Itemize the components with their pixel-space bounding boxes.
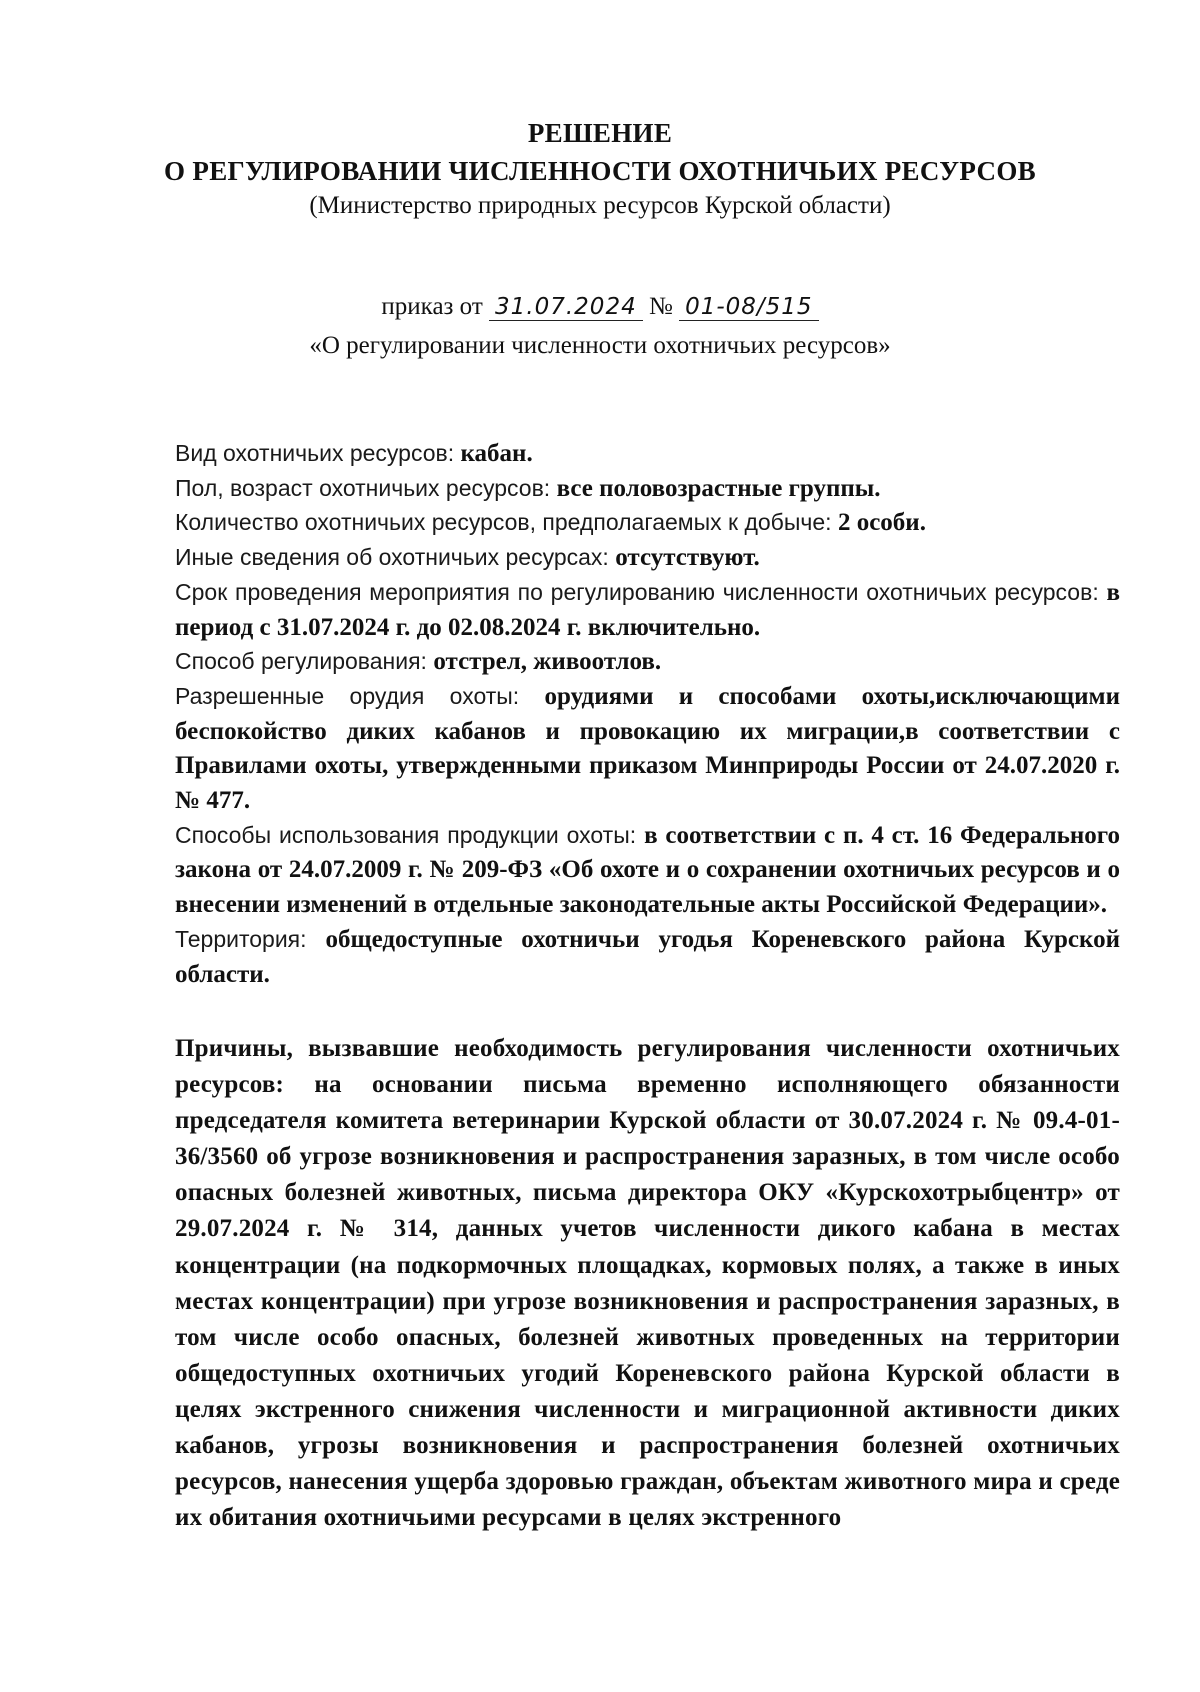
field-territory: Территория: общедоступные охотничьи угодья Кореневского района Курской области. bbox=[175, 925, 1120, 988]
field-quantity: Количество охотничьих ресурсов, предполагаемых к добыче: 2 особи. bbox=[175, 509, 926, 537]
field-method: Способ регулирования: отстрел, живоотлов. bbox=[175, 648, 662, 676]
field-tools: Разрешенные орудия охоты: орудиями и способами охоты,исключающими беспокойство диких кабанов и провокацию их миграции,в соответствии с Правилами охоты, утвержденными приказом Минприроды России от 24.07.2020 г. № 477. bbox=[175, 682, 1120, 815]
order-number-handwritten: 01-08/515 bbox=[679, 294, 818, 321]
order-date-handwritten: 31.07.2024 bbox=[489, 294, 643, 321]
decision-fields bbox=[175, 437, 1120, 992]
field-resource-type: Вид охотничьих ресурсов: кабан. bbox=[175, 440, 533, 467]
order-prefix: приказ от bbox=[381, 293, 483, 320]
order-reference bbox=[0, 293, 1200, 321]
order-number-sign: № bbox=[648, 293, 673, 320]
field-product-use: Способы использования продукции охоты: в соответствии с п. 4 ст. 16 Федерального закона от 24.07.2009 г. № 209-ФЗ «Об охоте и о сохранении охотничьих ресурсов и о внесении изменений в отдельные законодательные акты Российской Федерации». bbox=[175, 821, 1120, 919]
field-other-info: Иные сведения об охотничьих ресурсах: отсутствуют. bbox=[175, 544, 760, 572]
issuing-authority: (Министерство природных ресурсов Курской области) bbox=[309, 192, 891, 219]
field-sex-age: Пол, возраст охотничьих ресурсов: все половозрастные группы. bbox=[175, 474, 881, 502]
field-period: Срок проведения мероприятия по регулированию численности охотничьих ресурсов: в период с 31.07.2024 г. до 02.08.2024 г. включительно. bbox=[175, 578, 1120, 641]
document-title: РЕШЕНИЕ bbox=[527, 118, 673, 148]
reasons-paragraph: Причины, вызвавшие необходимость регулирования численности охотничьих ресурсов: на основании письма временно исполняющего обязанности председателя комитета ветеринарии Курской области от 30.07.2024 г. № 09.4-01-36/3560 об угрозе возникновения и распространения заразных, в том числе особо опасных болезней животных, письма директора ОКУ «Курскохотрыбцентр» от 29.07.2024 г. № 314, данных учетов численности дикого кабана в местах концентрации (на подкормочных площадках, кормовых полях, а также в иных местах концентрации) при угрозе возникновения и распространения заразных, в том числе особо опасных, болезней животных проведенных на территории общедоступных охотничьих угодий Кореневского района Курской области в целях экстренного снижения численности и миграционной активности диких кабанов, угрозы возникновения и распространения болезней охотничьих ресурсов, нанесения ущерба здоровью граждан, объектам животного мира и среде их обитания охотничьими ресурсами в целях экстренного bbox=[175, 1035, 1120, 1532]
document-subject: О РЕГУЛИРОВАНИИ ЧИСЛЕННОСТИ ОХОТНИЧЬИХ РЕСУРСОВ bbox=[164, 156, 1036, 186]
order-title: «О регулировании численности охотничьих ресурсов» bbox=[309, 332, 891, 359]
